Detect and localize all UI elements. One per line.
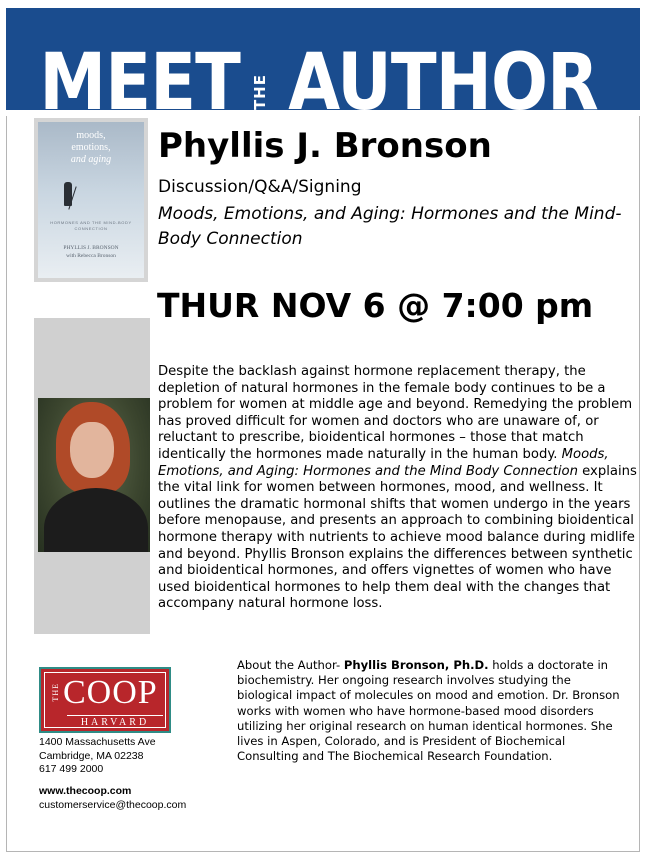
website-link[interactable]: www.thecoop.com (39, 785, 132, 797)
banner-the: THE (250, 73, 269, 110)
store-address: 1400 Massachusetts Ave Cambridge, MA 02238 617 499 2000 (39, 736, 156, 775)
book-cover-author: PHYLLIS J. BRONSON with Rebecca Bronson (63, 245, 119, 259)
author-name: Phyllis J. Bronson (158, 126, 492, 166)
book-cover-title: moods, emotions, and aging (70, 130, 112, 165)
coop-logo: THE COOP HARVARD (39, 667, 171, 733)
store-contact (39, 785, 186, 812)
meet-the-author-banner (6, 8, 640, 110)
banner-author: AUTHOR (287, 38, 598, 110)
book-title: Moods, Emotions, and Aging: Hormones and the Mind-Body Connection (158, 204, 622, 249)
event-datetime: THUR NOV 6 @ 7:00 pm (157, 286, 594, 325)
email-link[interactable]: customerservice@thecoop.com (39, 798, 187, 811)
about-author-name: Phyllis Bronson, Ph.D. (343, 658, 489, 672)
banner-bottom-edge (6, 110, 640, 116)
book-cover-subtitle: HORMONES AND THE MIND-BODY CONNECTION (50, 220, 132, 231)
book-description: Despite the backlash against hormone replacement therapy, the depletion of natural hormones in the female body continues to be a problem for women at middle age and beyond. Remedying the problem has proved difficult for women and doctors who are unaware of, or reluctant to prescribe, bioidentical hormones – those that match identically the hormones made naturally in the human body. Moods, Emotions, and Aging: Hormones and the Mind Body Connection explains the vital link for women between hormones, mood, and wellness. It outlines the dramatic hormonal shifts that women undergo in the years before menopause, and presents an approach to combining bioidentical hormone therapy with nutrients to achieve mood balance during midlife and beyond. Phyllis Bronson explains the differences between synthetic and bioidentical hormones, and offers vignettes of women who have used bioidentical hormones to help them deal with the changes that accompany natural hormone loss. (158, 364, 637, 612)
book-cover-image (34, 118, 148, 282)
banner-meet: MEET (39, 38, 241, 110)
event-format: Discussion/Q&A/Signing (158, 177, 362, 197)
author-photo (38, 398, 150, 552)
about-the-author: About the Author- Phyllis Bronson, Ph.D. holds a doctorate in biochemistry. Her ongoing research involves studying the biological impact of molecules on mood and emotion. Dr. Bronson works with women who have hormone-based mood disorders utilizing her original research on human identical hormones. She lives in Aspen, Colorado, and is President of Biochemical Consulting and The Biochemical Research Foundation. (237, 658, 620, 764)
book-title-inline: Moods, Emotions, and Aging: Hormones and the Mind Body Connection (158, 446, 609, 479)
